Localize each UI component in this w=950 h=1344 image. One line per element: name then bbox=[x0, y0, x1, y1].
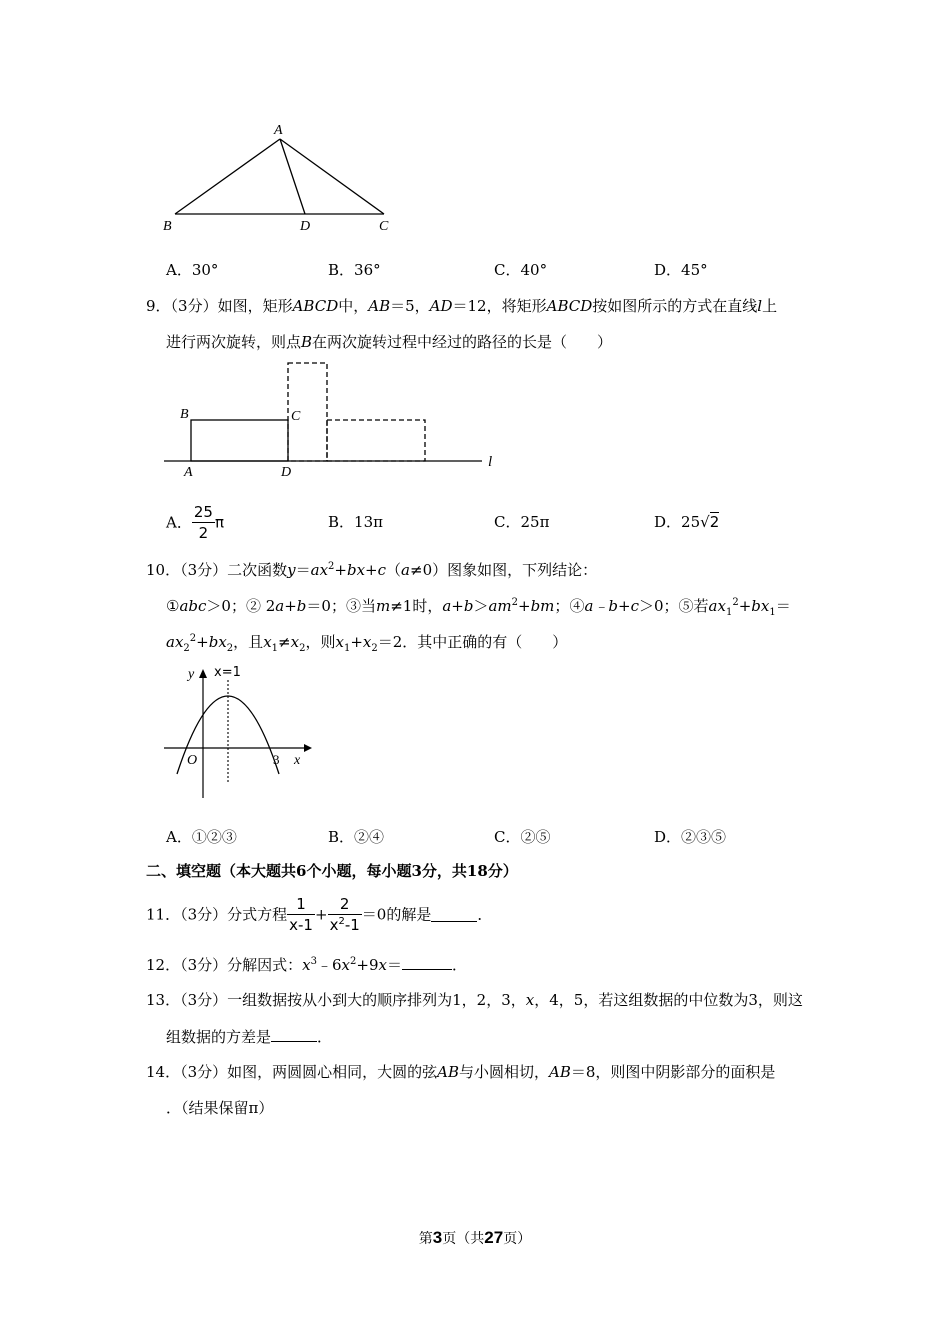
q13-answer-blank[interactable] bbox=[271, 1027, 317, 1042]
q10-label-axis-line: x=1 bbox=[214, 665, 241, 680]
q8-option-d: D．45° bbox=[654, 261, 708, 279]
q8-option-b: B．36° bbox=[328, 261, 381, 279]
q11-line: 11．（3分）分式方程 $\frac{1}{x-1}$ + $\frac{2}{x^2-1}$ ＝0的解是 ． bbox=[146, 895, 493, 934]
q10-option-a: A．①②③ bbox=[166, 828, 237, 846]
q12-answer-blank[interactable] bbox=[402, 955, 452, 970]
q10-line-3: $ax_2^2+bx_2$，且$x_1\ne x_2$，则$x_1+x_2=2$．其中正确的有（ ） bbox=[166, 633, 568, 654]
q10-option-c: C．②⑤ bbox=[494, 828, 551, 846]
q9-option-c: C．25π bbox=[494, 513, 550, 531]
q10-label-y: y bbox=[188, 667, 195, 682]
q9-label-a: A bbox=[184, 465, 193, 480]
q8-triangle-figure bbox=[155, 118, 405, 238]
q10-line-1: 10．（3分）二次函数$y=ax^2+bx+c(a\ne 0)$图象如图，下列结论： bbox=[146, 561, 598, 579]
q8-label-c: C bbox=[379, 219, 389, 234]
q8-label-b: B bbox=[163, 219, 172, 234]
q10-parabola-graph bbox=[160, 660, 320, 805]
q8-label-d: D bbox=[300, 219, 311, 234]
page-footer: 第3页（共27页） bbox=[418, 1228, 532, 1247]
q10-option-d: D．②③⑤ bbox=[654, 828, 727, 846]
q9-rectangle-abcd bbox=[191, 420, 288, 461]
q13-line-2: 组数据的方差是 ． bbox=[166, 1028, 333, 1046]
q10-y-axis-arrow-icon bbox=[199, 669, 207, 678]
q9-option-b: B．13π bbox=[328, 513, 383, 531]
q10-label-x: x bbox=[294, 753, 301, 768]
q10-line-2: ①abc＞0；② 2a+b＝0；③当m≠1时，$a+b>am^2+bm$；④a﹣b+c＞0；⑤若$ax_1^2+bx_1=$ bbox=[166, 597, 791, 618]
q14-line-1: 14．（3分）如图，两圆圆心相同，大圆的弦AB与小圆相切，AB＝8，则图中阴影部分的面积是 bbox=[146, 1063, 776, 1081]
q9-option-a: A． $\frac{25}{2}$ π bbox=[166, 503, 224, 542]
q9-rotated-rect-2 bbox=[327, 420, 425, 461]
q9-line-2: 进行两次旋转，则点B在两次旋转过程中经过的路径的长是（ ） bbox=[166, 333, 613, 351]
q13-line-1: 13．（3分）一组数据按从小到大的顺序排列为1，2，3，x，4，5，若这组数据的中位数为3，则这 bbox=[146, 991, 803, 1009]
q8-label-a: A bbox=[274, 123, 283, 138]
q10-option-b: B．②④ bbox=[328, 828, 385, 846]
section-2-title: 二、填空题（本大题共6个小题，每小题3分，共18分） bbox=[146, 862, 518, 880]
q11-answer-blank[interactable] bbox=[431, 907, 477, 922]
sqrt-sign-icon: √ bbox=[700, 513, 710, 531]
q10-x-axis-arrow-icon bbox=[304, 744, 312, 752]
q9-label-c: C bbox=[291, 409, 301, 424]
q9-label-b: B bbox=[180, 407, 189, 422]
q10-label-three: 3 bbox=[273, 752, 280, 767]
q12-line: 12．（3分）分解因式：$x^3﹣6x^2+9x=$ ． bbox=[146, 956, 467, 974]
q9-option-d: D．25√2 bbox=[654, 513, 720, 531]
q10-label-origin: O bbox=[187, 753, 198, 768]
q11-fraction-2: $\frac{2}{x^2-1}$ bbox=[329, 895, 360, 934]
q9-label-d: D bbox=[281, 465, 292, 480]
q11-fraction-1: $\frac{1}{x-1}$ bbox=[289, 895, 313, 934]
q9-rectangle-figure bbox=[160, 358, 505, 483]
q9-label-l: l bbox=[488, 454, 493, 470]
q14-line-2: ．（结果保留π） bbox=[166, 1099, 274, 1117]
q8-option-c: C．40° bbox=[494, 261, 548, 279]
q9-line-1: 9．（3分）如图，矩形ABCD中，AB＝5，AD＝12，将矩形ABCD按如图所示的方式在直线l上 bbox=[146, 297, 778, 315]
q8-line-ad bbox=[280, 139, 305, 214]
q8-option-a: A．30° bbox=[166, 261, 219, 279]
q8-line-ac bbox=[280, 139, 384, 214]
q8-line-ab bbox=[175, 139, 280, 214]
